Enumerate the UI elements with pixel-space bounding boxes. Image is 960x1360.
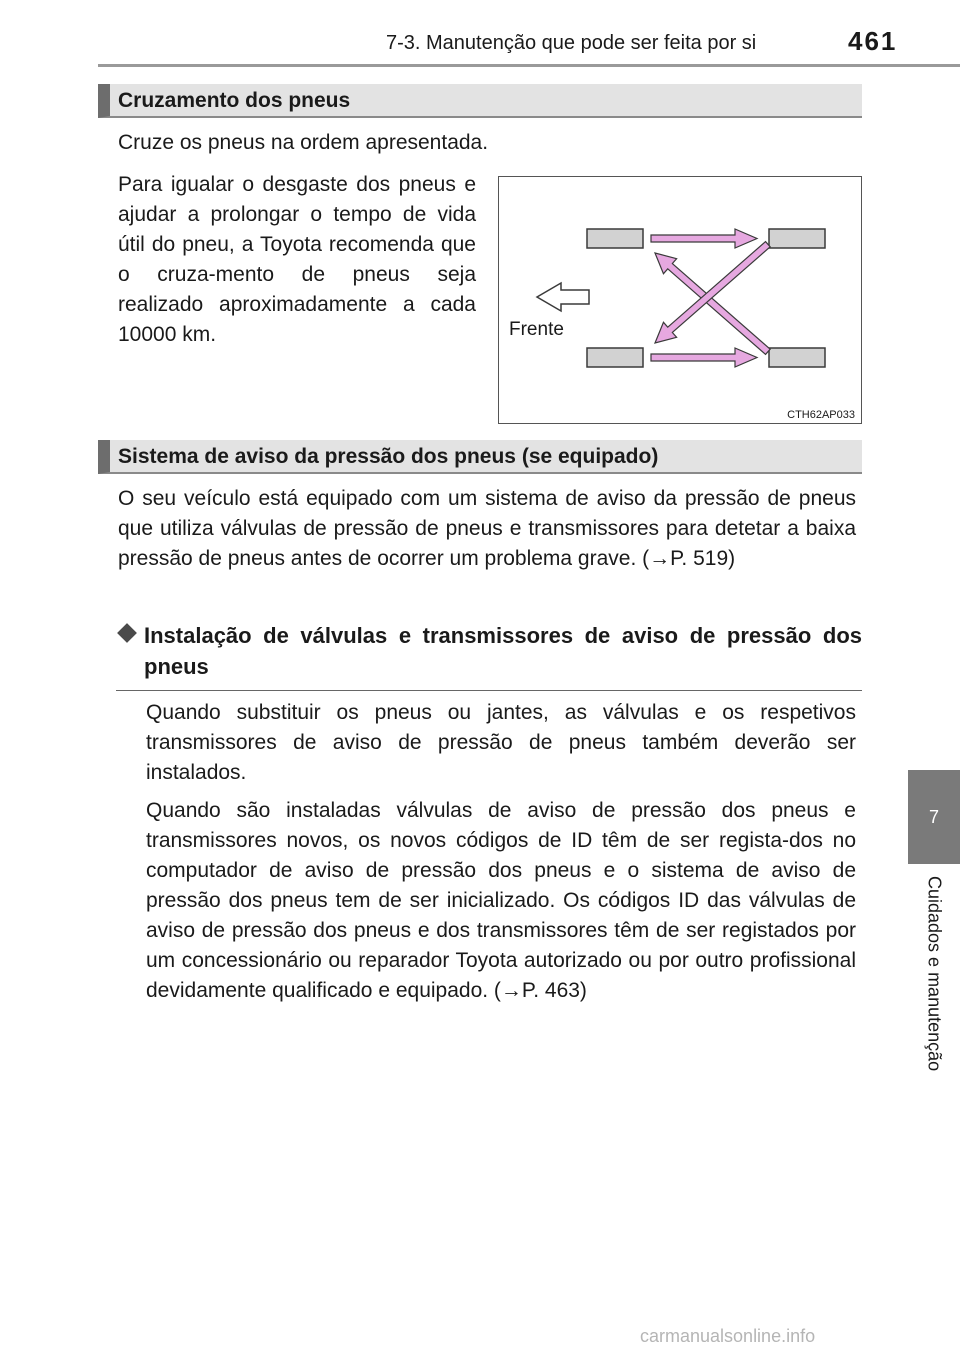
chapter-label-container — [914, 876, 954, 1106]
figure-code: CTH62AP033 — [787, 409, 855, 421]
front-label: Frente — [509, 319, 564, 340]
tpms-body: O seu veículo está equipado com um sistema de aviso da pressão de pneus que utiliza válvulas de pressão de pneus e transmissores para detetar a baixa pressão de pneus antes de ocorrer um problema grave. (→P. 519) — [118, 487, 856, 570]
section-heading-text: Cruzamento dos pneus — [118, 89, 351, 112]
tire-rotation-intro: Cruze os pneus na ordem apresentada. — [118, 131, 489, 154]
tire-rotation-figure — [498, 176, 862, 424]
subsection-heading-text: Instalação de válvulas e transmissores de aviso de pressão dos pneus — [144, 623, 862, 679]
page-number: 461 — [848, 26, 898, 56]
tire-rotation-body: Para igualar o desgaste dos pneus e ajudar a prolongar o tempo de vida útil do pneu, a Toyota recomenda que o cruza-mento de pneus seja realizado aproximadamente a cada 10000 km. — [118, 173, 476, 346]
installation-paragraph-2: Quando são instaladas válvulas de aviso de pressão dos pneus e transmissores novos, os novos códigos de ID têm de ser regista-dos no computador de aviso de pressão dos pneus e o sistema de aviso de pressão dos pneus tem de ser inicializado. Os códigos ID das válvulas de aviso de pressão dos pneus e dos transmissores têm de ser registados por um concessionário ou reparador Toyota autorizado ou por outro profissional devidamente qualificado e equipado. (→P. 463) — [146, 799, 856, 1002]
footer-watermark: carmanualsonline.info — [640, 1326, 816, 1346]
tire-front-left — [587, 229, 643, 248]
diamond-bullet-icon — [117, 623, 137, 643]
section-heading-tire-rotation — [98, 84, 862, 118]
tire-rotation-diagram — [499, 177, 861, 423]
arrow-rear-right-to-front-left — [648, 245, 774, 359]
subsection-heading — [116, 620, 862, 691]
tire-rear-right — [769, 348, 825, 367]
chapter-number: 7 — [928, 806, 939, 827]
tire-front-right — [587, 348, 643, 367]
front-direction-arrow — [537, 283, 589, 311]
header-rule — [98, 64, 960, 67]
chapter-label: Cuidados e manutenção — [924, 876, 945, 1072]
tire-rear-left — [769, 229, 825, 248]
section-heading-tpms — [98, 440, 862, 474]
chapter-tab — [908, 770, 960, 864]
header-section-title: 7-3. Manutenção que pode ser feita por si — [386, 32, 757, 54]
section-heading-text: Sistema de aviso da pressão dos pneus (se equipado) — [118, 445, 659, 468]
arrow-front-to-rear-top — [651, 229, 757, 248]
installation-paragraph-1: Quando substituir os pneus ou jantes, as válvulas e os respetivos transmissores de aviso de pressão de pneus também deverão ser instalados. — [146, 701, 856, 784]
arrow-front-to-rear-bottom — [651, 348, 757, 367]
arrow-rear-left-to-front-right — [648, 237, 774, 351]
